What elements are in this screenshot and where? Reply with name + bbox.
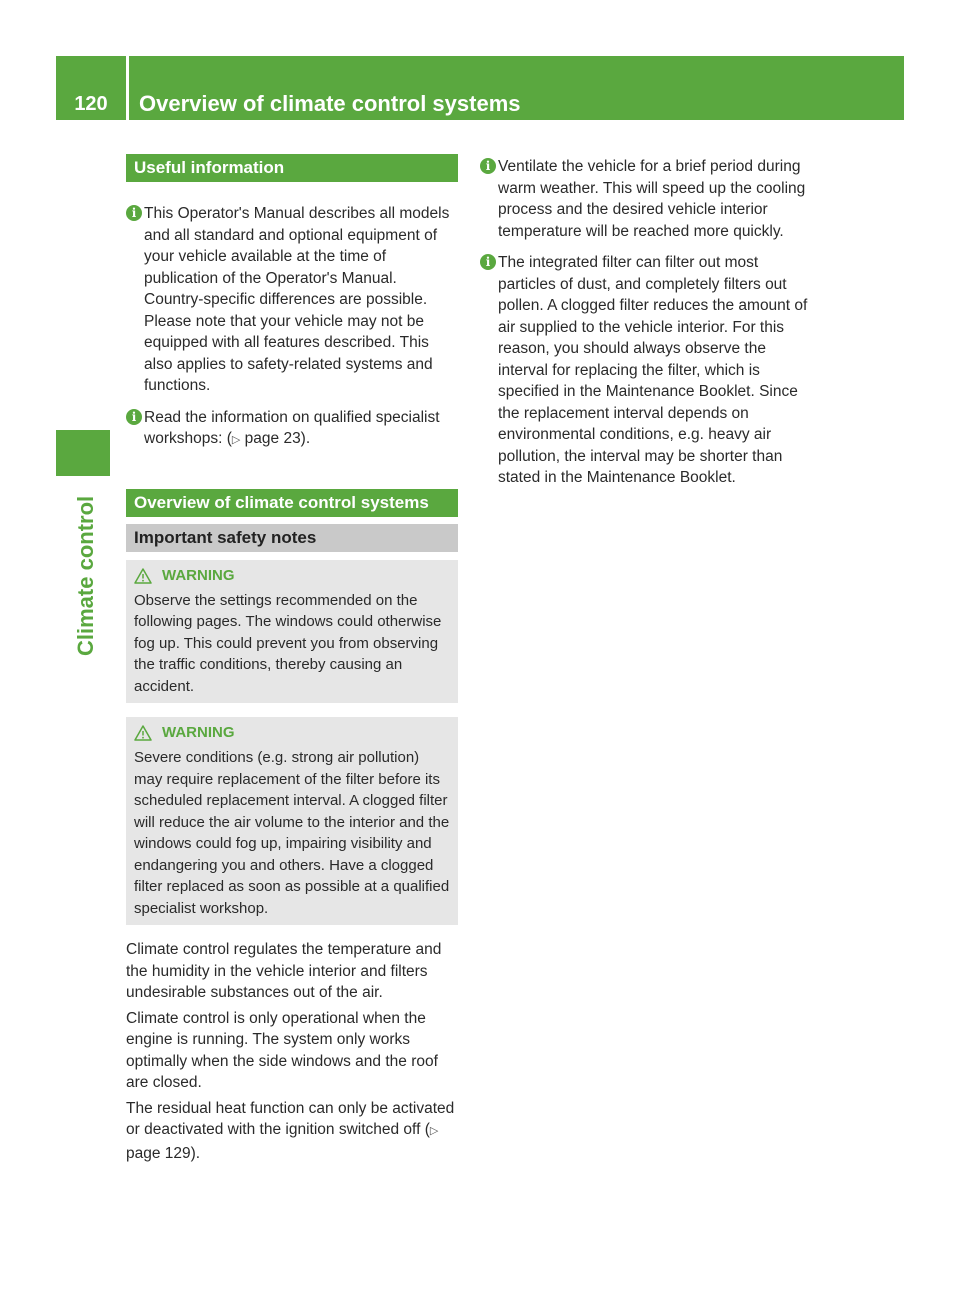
- info-note-text: Read the information on qualified specialist workshops: (: [144, 408, 440, 447]
- warning-box-filter: [126, 717, 458, 925]
- body-text: The residual heat function can only be activated or deactivated with the ignition switched off (: [126, 1099, 455, 1138]
- warning-header: [134, 566, 450, 586]
- warning-label: WARNING: [162, 566, 235, 584]
- info-note-text: The integrated filter can filter out most particles of dust, and completely filters out pollen. A clogged filter reduces the amount of air supplied to the vehicle interior. For this reason, you should always observe the interval for replacing the filter, which is specified in the Maintenance Booklet. Since the replacement interval depends on environmental conditions, e.g. heavy air pollution, the interval may be shorter than stated in the Maintenance Booklet.: [498, 254, 808, 486]
- section-heading-useful-information: Useful information: [126, 154, 458, 182]
- info-icon: i: [126, 205, 142, 221]
- info-note-filter: [480, 252, 812, 489]
- ref-arrow-icon: ▷: [231, 434, 241, 446]
- info-icon: i: [480, 254, 496, 270]
- body-paragraph-operation: Climate control is only operational when the engine is running. The system only works optimally when the side windows and the roof are closed.: [126, 1009, 438, 1091]
- side-tab-marker: [56, 430, 110, 476]
- page-reference-link[interactable]: page 23).: [244, 430, 311, 447]
- warning-triangle-icon: [134, 568, 152, 584]
- page-number: 120: [74, 93, 108, 115]
- warning-header: [134, 723, 450, 743]
- ref-arrow-icon: ▷: [429, 1125, 439, 1137]
- warning-text: Severe conditions (e.g. strong air pollution) may require replacement of the filter before its scheduled replacement interval. A clogged filter will reduce the air volume to the interior and the windows could fog up, impairing visibility and endangering you and others. Have a clogged filter replaced as soon as possible at a qualified specialist workshop.: [134, 749, 450, 917]
- info-note-ventilate: [480, 156, 812, 242]
- subsection-heading-safety: Important safety notes: [126, 524, 458, 552]
- right-column: [480, 154, 812, 489]
- info-icon: i: [126, 409, 142, 425]
- warning-triangle-icon: [134, 725, 152, 741]
- left-column: [126, 154, 458, 1164]
- info-icon: i: [480, 158, 496, 174]
- warning-text: Observe the settings recommended on the following pages. The windows could otherwise fog up. This could prevent you from observing the traffic conditions, thereby causing an accident.: [134, 591, 442, 695]
- body-paragraph-residual-heat: [126, 1098, 458, 1165]
- info-note-text: This Operator's Manual describes all models and all standard and optional equipment of your vehicle available at the time of publication of the Operator's Manual. Country-specific differences are possible. Please note that your vehicle may not be equipped with all features described. This also applies to safety-related systems and functions.: [144, 205, 450, 394]
- page-reference-link[interactable]: page 129).: [126, 1144, 201, 1162]
- info-note-text: Ventilate the vehicle for a brief period during warm weather. This will speed up the cooling process and the desired vehicle interior temperature will be reached more quickly.: [498, 158, 806, 240]
- page-title: Overview of climate control systems: [139, 91, 521, 116]
- warning-label: WARNING: [162, 724, 235, 741]
- warning-box-fogging: [126, 560, 458, 704]
- body-paragraph-regulation: Climate control regulates the temperature and the humidity in the vehicle interior and filters undesirable substances out of the air.: [126, 941, 442, 1001]
- side-tab-label: Climate control: [73, 495, 98, 656]
- info-note-manual-scope: [126, 203, 458, 397]
- section-heading-overview: Overview of climate control systems: [126, 489, 458, 517]
- info-note-workshops: [126, 407, 458, 452]
- header-divider: [126, 56, 129, 120]
